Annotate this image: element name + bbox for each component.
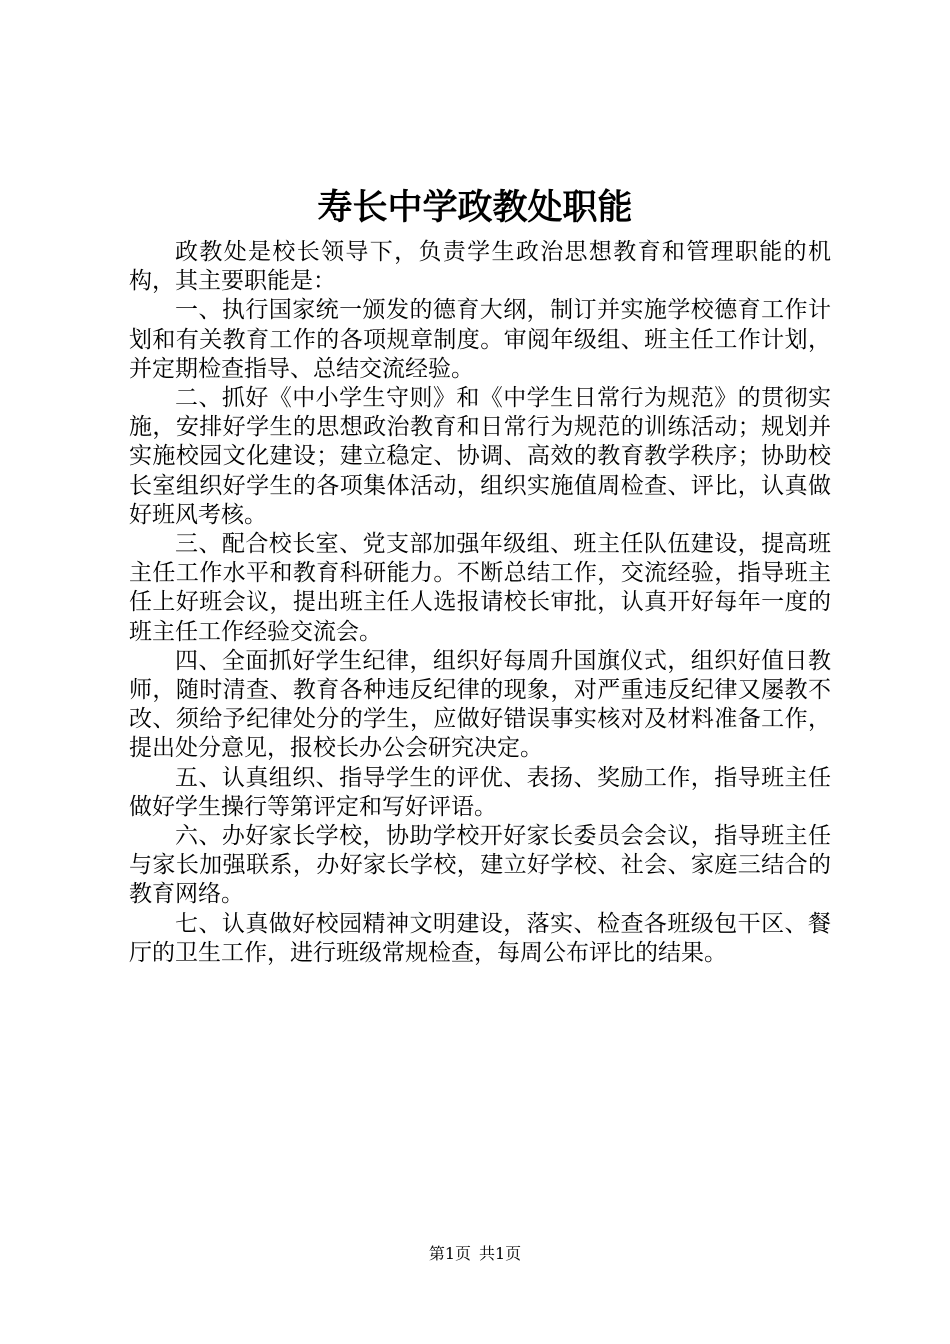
document-body — [129, 238, 831, 968]
page-total: 共1页 — [479, 1244, 522, 1263]
duty-paragraph-7: 七、认真做好校园精神文明建设，落实、检查各班级包干区、餐厅的卫生工作，进行班级常规检查，每周公布评比的结果。 — [129, 910, 831, 966]
duty-paragraph-1: 一、执行国家统一颁发的德育大纲，制订并实施学校德育工作计划和有关教育工作的各项规章制度。审阅年级组、班主任工作计划，并定期检查指导、总结交流经验。 — [129, 297, 831, 382]
duty-paragraph-6: 六、办好家长学校，协助学校开好家长委员会会议，指导班主任与家长加强联系，办好家长学校，建立好学校、社会、家庭三结合的教育网络。 — [129, 823, 831, 908]
intro-paragraph: 政教处是校长领导下，负责学生政治思想教育和管理职能的机构，其主要职能是： — [129, 239, 831, 295]
page-number: 第1页 — [428, 1244, 471, 1263]
duty-paragraph-5: 五、认真组织、指导学生的评优、表扬、奖励工作，指导班主任做好学生操行等第评定和写好评语。 — [129, 764, 831, 820]
duty-paragraph-2: 二、抓好《中小学生守则》和《中学生日常行为规范》的贯彻实施，安排好学生的思想政治教育和日常行为规范的训练活动；规划并实施校园文化建设；建立稳定、协调、高效的教育教学秩序；协助校长室组织好学生的各项集体活动，组织实施值周检查、评比，认真做好班风考核。 — [129, 385, 831, 528]
duty-paragraph-4: 四、全面抓好学生纪律，组织好每周升国旗仪式，组织好值日教师，随时清查、教育各种违反纪律的现象，对严重违反纪律又屡教不改、须给予纪律处分的学生，应做好错误事实核对及材料准备工作，提出处分意见，报校长办公会研究决定。 — [129, 647, 831, 762]
page-footer — [0, 1244, 950, 1264]
duty-paragraph-3: 三、配合校长室、党支部加强年级组、班主任队伍建设，提高班主任工作水平和教育科研能力。不断总结工作，交流经验，指导班主任上好班会议，提出班主任人选报请校长审批，认真开好每年一度的班主任工作经验交流会。 — [129, 531, 831, 645]
document-title: 寿长中学政教处职能 — [317, 187, 633, 228]
